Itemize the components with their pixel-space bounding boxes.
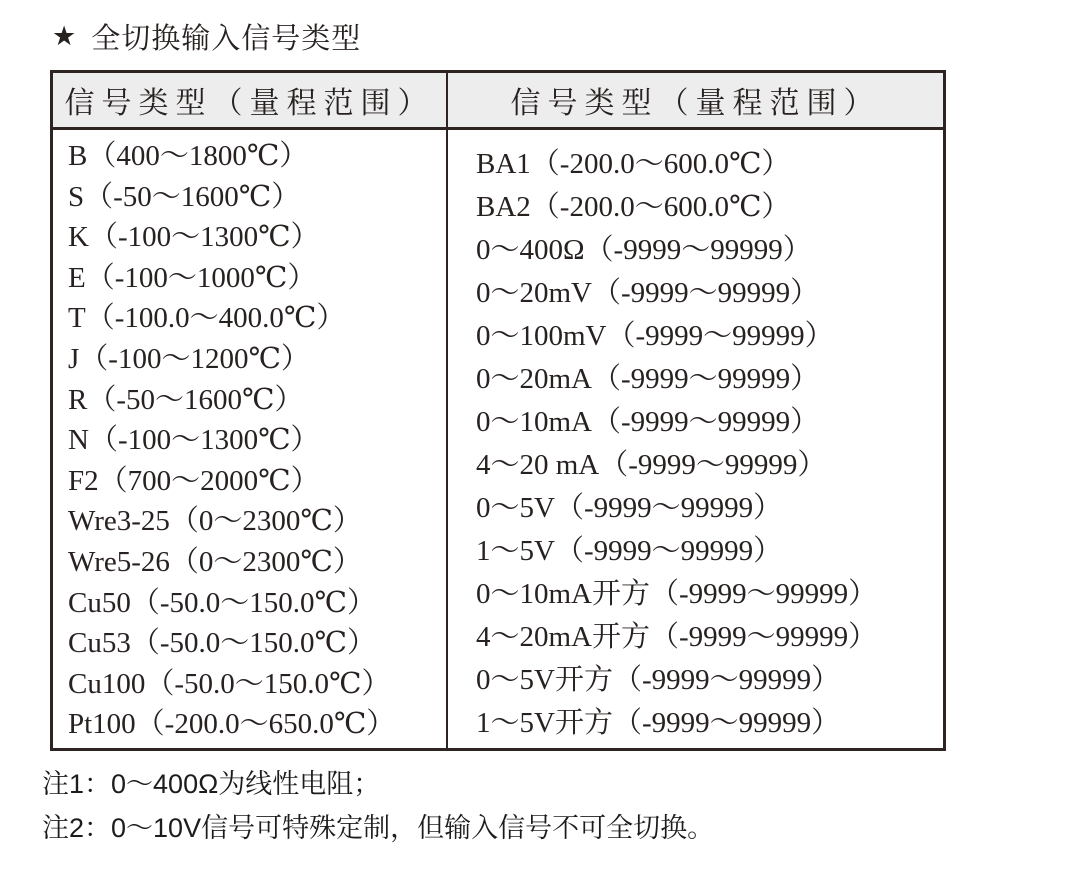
- table-row: 0～20mV（-9999～99999）: [476, 277, 820, 309]
- footnote-1: 注1：0～400Ω为线性电阻；: [42, 769, 381, 799]
- page-title-text: 全切换输入信号类型: [91, 23, 362, 55]
- table-row: Wre5-26（0～2300℃）: [68, 545, 362, 578]
- table-row: 1～5V开方（-9999～99999）: [476, 707, 841, 739]
- table-row: S（-50～1600℃）: [68, 180, 301, 213]
- table-row: K（-100～1300℃）: [68, 221, 320, 254]
- footnotes: [42, 762, 714, 850]
- table-row: R（-50～1600℃）: [68, 383, 304, 416]
- table-row: J（-100～1200℃）: [68, 342, 310, 375]
- table-column-left: [53, 130, 448, 748]
- table-header-row: [53, 73, 943, 130]
- table-column-right: [448, 130, 943, 748]
- table-row: N（-100～1300℃）: [68, 424, 320, 457]
- table-row: 0～10mA开方（-9999～99999）: [476, 578, 878, 610]
- table-row: 0～5V开方（-9999～99999）: [476, 664, 841, 696]
- table-row: Cu50（-50.0～150.0℃）: [68, 586, 376, 619]
- table-row: 0～20mA（-9999～99999）: [476, 363, 820, 395]
- table-body: [53, 130, 943, 748]
- table-row: 0～10mA（-9999～99999）: [476, 406, 820, 438]
- star-icon: ★: [52, 21, 78, 51]
- table-row: 0～400Ω（-9999～99999）: [476, 234, 812, 266]
- table-row: T（-100.0～400.0℃）: [68, 302, 346, 335]
- table-row: BA2（-200.0～600.0℃）: [476, 191, 791, 223]
- footnote-2: 注2：0～10V信号可特殊定制，但输入信号不可全切换。: [42, 813, 715, 843]
- table-row: BA1（-200.0～600.0℃）: [476, 148, 791, 180]
- table-header-right: 信号类型（量程范围）: [510, 87, 881, 120]
- table-row: Pt100（-200.0～650.0℃）: [68, 708, 396, 741]
- table-row: Wre3-25（0～2300℃）: [68, 505, 362, 538]
- table-row: E（-100～1000℃）: [68, 261, 317, 294]
- table-row: Cu100（-50.0～150.0℃）: [68, 667, 391, 700]
- table-row: B（400～1800℃）: [68, 140, 309, 172]
- table-row: 0～5V（-9999～99999）: [476, 492, 783, 524]
- table-header-left: 信号类型（量程范围）: [53, 73, 448, 127]
- table-row: 4～20 mA（-9999～99999）: [476, 449, 827, 481]
- table-row: Cu53（-50.0～150.0℃）: [68, 627, 376, 660]
- table-row: 0～100mV（-9999～99999）: [476, 320, 834, 352]
- table-row: F2（700～2000℃）: [68, 464, 320, 497]
- table-row: 1～5V（-9999～99999）: [476, 535, 783, 567]
- table-row: 4～20mA开方（-9999～99999）: [476, 621, 878, 653]
- page-title: [52, 16, 361, 57]
- signal-type-table: [50, 70, 946, 751]
